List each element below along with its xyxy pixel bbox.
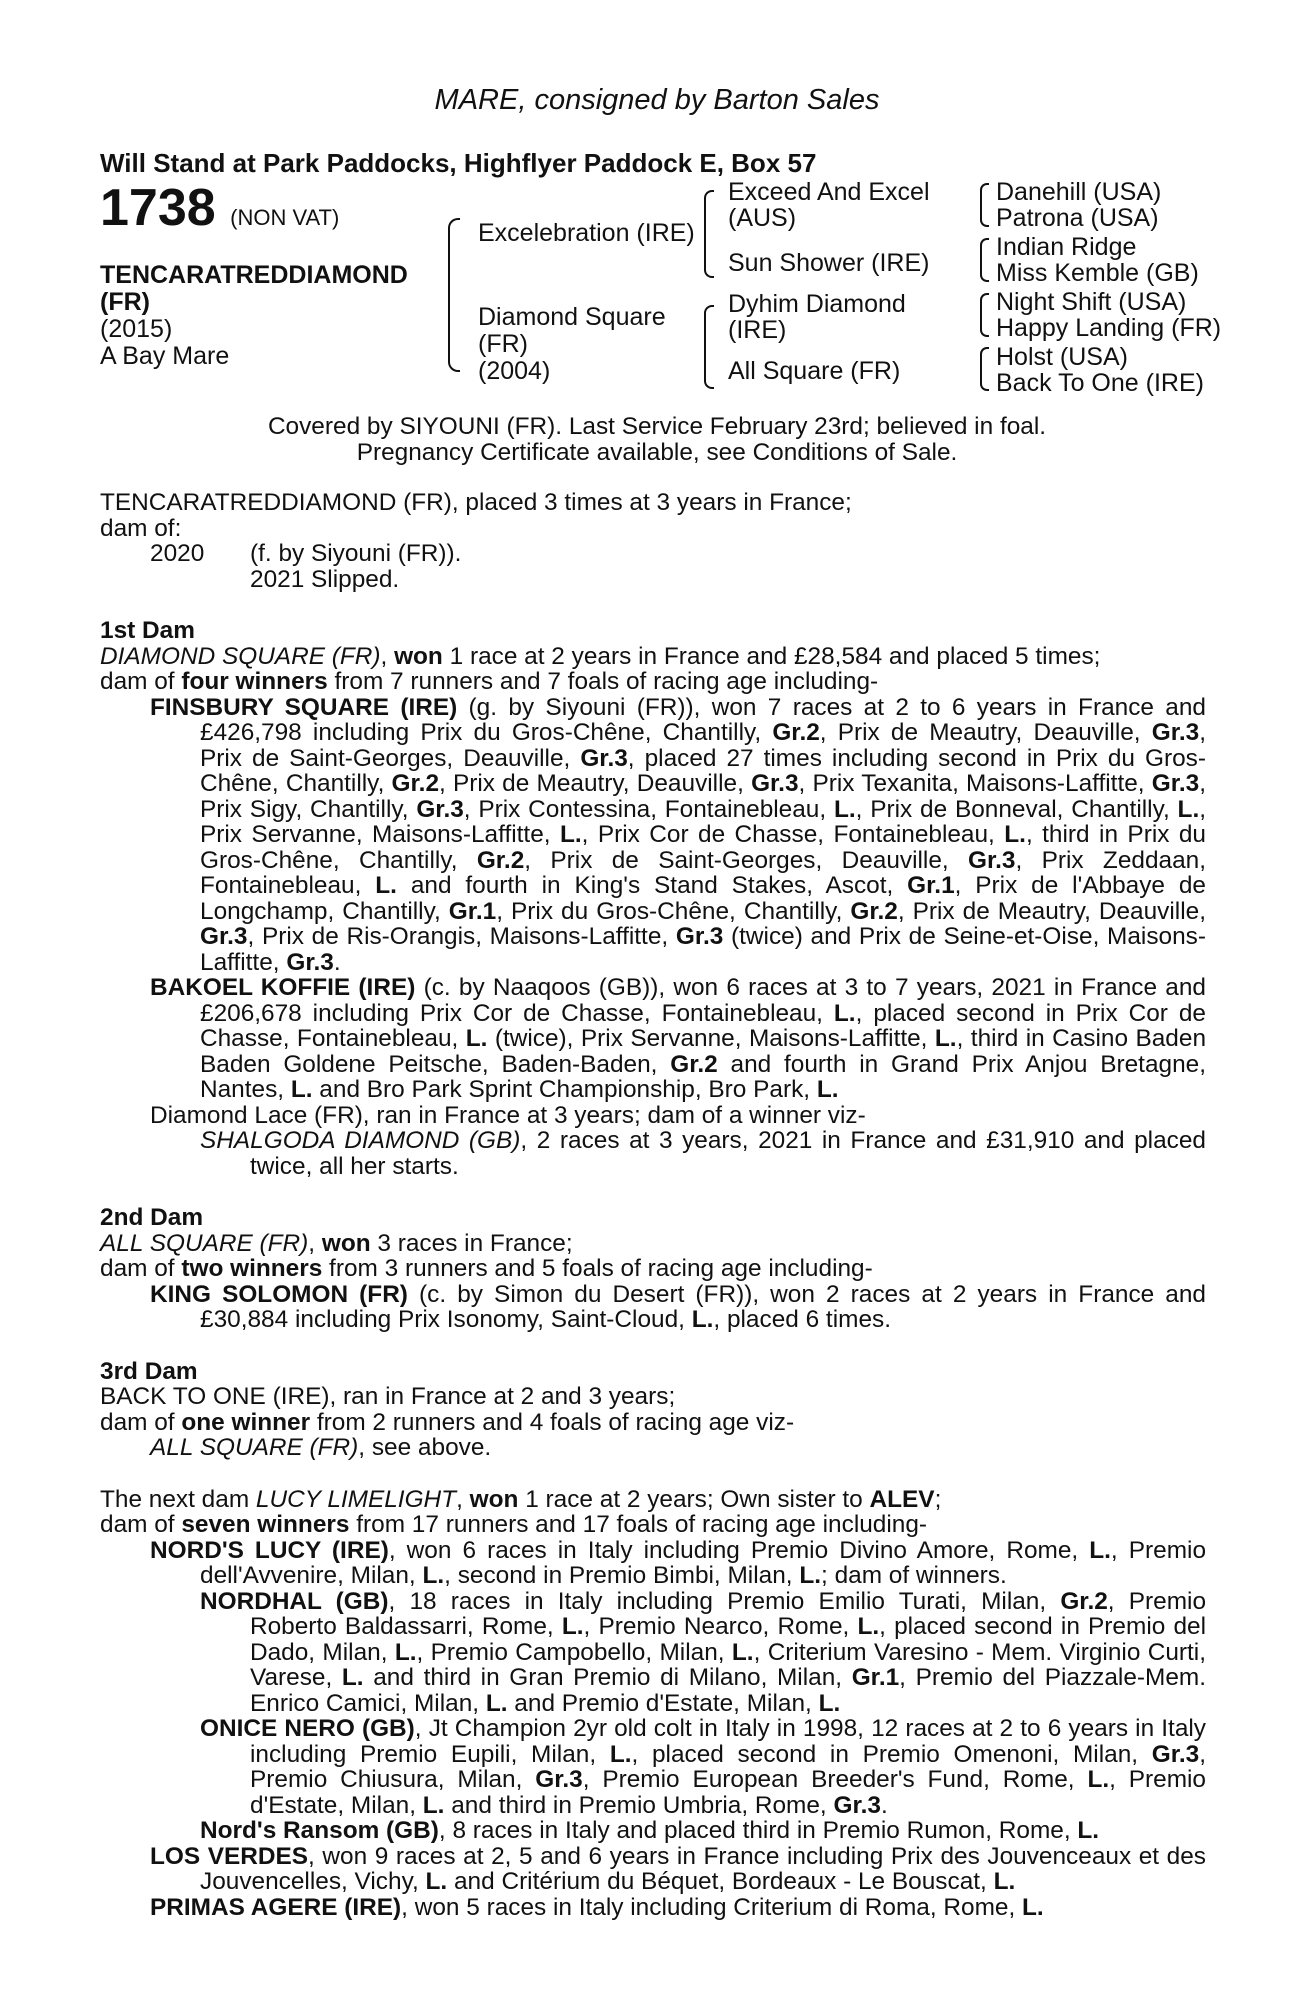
next-dam-line1 (100, 1487, 1206, 1513)
race-grade: L. (833, 999, 856, 1027)
next-dam-produce: from 17 runners and 17 foals of racing age including- (349, 1511, 928, 1538)
horse-year: (2015) (100, 315, 173, 343)
record-text: , third in Casino Baden Baden Goldene Peitsche, Baden-Baden, (200, 1025, 1207, 1078)
race-grade: Gr.3 (535, 1766, 583, 1793)
record-text: (c. by Simon du Desert (FR)), won 2 races at 2 years in France and £30,884 including Prix Isonomy, Saint-Cloud, (200, 1280, 1206, 1333)
record-text: , won 6 races in Italy including Premio Divino Amore, Rome, (388, 1536, 1090, 1564)
race-grade: L. (1022, 1893, 1044, 1921)
race-grade: L. (559, 821, 582, 848)
next-dam-line2 (100, 1512, 1206, 1538)
pedigree-gen3-2: Patrona (USA) (996, 204, 1159, 232)
next-dam-label: The next dam (100, 1485, 256, 1513)
record-text: and fourth in Grand Prix Anjou Bretagne, Nantes, (200, 1050, 1206, 1103)
race-grade: Gr.3 (200, 923, 248, 950)
horse-name: FINSBURY SQUARE (IRE) (150, 693, 458, 721)
won-label: won (469, 1485, 519, 1513)
record-text: , won 5 races in Italy including Criterium di Roma, Rome, (401, 1893, 1022, 1921)
horse-name: NORD'S LUCY (IRE) (150, 1536, 389, 1564)
first-dam-produce: from 7 runners and 7 foals of racing age including- (327, 668, 879, 695)
vat-status: (NON VAT) (230, 205, 340, 230)
entry-finsbury-square (100, 695, 1206, 976)
race-grade: Gr.3 (751, 770, 799, 797)
sep: , (308, 1229, 322, 1257)
covered-note: Covered by SIYOUNI (FR). Last Service February 23rd; believed in foal. (267, 413, 1047, 440)
record-text: , Premio Roberto Baldassarri, Rome, (250, 1587, 1207, 1640)
won-label: won (321, 1229, 371, 1257)
race-grade: Gr.3 (1151, 770, 1200, 797)
entry-king-solomon (100, 1282, 1206, 1333)
produce-foal: (f. by Siyouni (FR)). (250, 540, 462, 567)
record-text: , placed second in Premio Omenoni, Milan, (631, 1740, 1152, 1768)
record-text: , placed second in Prix Cor de Chasse, Fontainebleau, (200, 999, 1206, 1052)
race-grade: L. (993, 1868, 1016, 1895)
record-text: , placed second in Premio del Dado, Milan, (250, 1613, 1207, 1666)
race-grade: L. (561, 1613, 584, 1640)
catalogue-body (100, 490, 1206, 1920)
race-grade: Gr.3 (1151, 719, 1200, 746)
race-grade: L. (934, 1025, 957, 1052)
race-grade: Gr.2 (476, 846, 525, 874)
record-text: , Prix Cor de Chasse, Fontainebleau, (581, 821, 1005, 848)
dam-of-label: dam of (100, 668, 182, 695)
entry-shalgoda-diamond (100, 1128, 1206, 1179)
race-grade: Gr.1 (851, 1664, 900, 1691)
race-grade: Gr.3 (968, 846, 1016, 874)
record-text: (twice) and Prix de Seine-et-Oise, Maisons-Laffitte, (200, 923, 1206, 976)
record-text: , Prix Sigy, Chantilly, (200, 770, 1207, 823)
race-grade: Gr.1 (448, 897, 497, 925)
won-label: won (394, 642, 443, 670)
pedigree-gen3-3: Indian Ridge (996, 233, 1137, 261)
entry-onice-nero (100, 1716, 1206, 1818)
pedigree-brace-main (448, 218, 460, 372)
record-text: , Premio Campobello, Milan, (416, 1638, 732, 1666)
record-text: , Prix Zeddaan, Fontainebleau, (200, 846, 1207, 899)
intro-line2: dam of: (100, 514, 182, 542)
record-text: and Critérium du Béquet, Bordeaux - Le Bouscat, (447, 1868, 994, 1895)
record-text: , Prix de Meautry, Deauville, (439, 770, 752, 797)
race-grade: L. (422, 1562, 445, 1589)
pedigree-brace-dd (980, 347, 989, 391)
next-dam-section (100, 1487, 1206, 1921)
record-text: , Prix de Saint-Georges, Deauville, (524, 846, 969, 874)
race-grade: L. (1087, 1766, 1110, 1793)
race-grade: Gr.2 (772, 719, 820, 746)
pedigree-dam-sire-line1: Dyhim Diamond (728, 290, 906, 318)
first-dam-name: DIAMOND SQUARE (FR) (100, 642, 381, 670)
third-dam-line1: BACK TO ONE (IRE), ran in France at 2 and 3 years; (100, 1383, 676, 1410)
race-grade: L. (818, 1689, 841, 1717)
horse-name: TENCARATREDDIAMOND (100, 261, 408, 289)
pedigree-brace-sire (704, 190, 714, 278)
record-text: , Prix de Saint-Georges, Deauville, (200, 719, 1207, 772)
entry-nords-ransom (100, 1818, 1206, 1844)
pedigree-brace-sd (980, 238, 989, 282)
record-text: , Jt Champion 2yr old colt in Italy in 1998, 12 races at 2 to 6 years in Italy including Premio Eupili, Milan, (250, 1715, 1206, 1768)
first-dam-line2 (100, 669, 1206, 695)
pedigree-gen3-6: Happy Landing (FR) (996, 314, 1222, 342)
next-dam-name: LUCY LIMELIGHT (255, 1485, 457, 1513)
pedigree-dam-sire-line2: (IRE) (728, 316, 787, 344)
pedigree-sire-dam: Sun Shower (IRE) (728, 249, 930, 277)
record-text: , Prix de l'Abbaye de Longchamp, Chantilly, (200, 872, 1206, 925)
record-text: , Criterium Varesino - Mem. Virginio Curti, Varese, (250, 1638, 1207, 1691)
record-text: and fourth in King's Stand Stakes, Ascot, (396, 872, 908, 899)
first-dam-heading: 1st Dam (100, 617, 195, 644)
race-grade: L. (833, 795, 856, 823)
winners-count: two winners (181, 1255, 323, 1282)
stand-location: Will Stand at Park Paddocks, Highflyer Paddock E, Box 57 (100, 148, 817, 178)
record-text: , Prix de Meautry, Deauville, (819, 719, 1152, 746)
race-grade: L. (341, 1664, 364, 1691)
record-text: , Premio European Breeder's Fund, Rome, (582, 1766, 1088, 1793)
sister-name: ALEV (869, 1485, 935, 1513)
second-dam-heading: 2nd Dam (100, 1204, 204, 1231)
produce-2021: 2021 Slipped. (250, 565, 400, 593)
race-grade: L. (1077, 1817, 1100, 1844)
record-text: , Prix de Ris-Orangis, Maisons-Laffitte, (247, 923, 676, 950)
record-text: and Premio d'Estate, Milan, (507, 1689, 819, 1717)
second-dam-section (100, 1205, 1206, 1333)
second-dam-line2 (100, 1256, 1206, 1282)
dam-of-label: dam of (100, 1255, 182, 1282)
pedigree-sire-sire-line2: (AUS) (728, 204, 797, 232)
race-grade: L. (799, 1562, 822, 1589)
second-dam-name: ALL SQUARE (FR) (100, 1229, 309, 1257)
horse-name: KING SOLOMON (FR) (150, 1280, 408, 1308)
record-text: , Premio del Piazzale-Mem. Enrico Camici, Milan, (250, 1664, 1206, 1717)
pedigree-gen3-1: Danehill (USA) (996, 178, 1162, 206)
horse-name: Nord's Ransom (GB) (200, 1817, 439, 1844)
shalgoda-record: , 2 races at 3 years, 2021 in France and £31,910 and placed twice, all her starts. (250, 1127, 1206, 1180)
first-dam-section (100, 618, 1206, 1179)
record-text: . (880, 1791, 888, 1819)
winners-count: four winners (181, 668, 328, 695)
record-text: , 18 races in Italy including Premio Emilio Turati, Milan, (388, 1587, 1061, 1615)
record-text: , Prix Servanne, Maisons-Laffitte, (200, 795, 1207, 848)
record-text: , Prix de Bonneval, Chantilly, (855, 795, 1178, 823)
race-grade: Gr.2 (670, 1050, 718, 1078)
pedigree-sire-sire-line1: Exceed And Excel (728, 178, 930, 206)
record-text: and third in Premio Umbria, Rome, (444, 1791, 834, 1819)
record-text: , Prix Contessina, Fontainebleau, (463, 795, 834, 823)
record-text: , won 9 races at 2, 5 and 6 years in France including Prix des Jouvenceaux et des Jouvencelles, Vichy, (200, 1842, 1207, 1895)
lot-number-value: 1738 (100, 179, 216, 237)
race-grade: L. (422, 1791, 445, 1819)
pedigree-dam-dam: All Square (FR) (728, 357, 901, 385)
race-grade: L. (465, 1025, 488, 1052)
entry-los-verdes (100, 1844, 1206, 1895)
race-grade: Gr.3 (416, 795, 464, 823)
race-grade: L. (375, 872, 397, 899)
race-grade: Gr.3 (286, 948, 334, 976)
race-grade: Gr.2 (1060, 1587, 1108, 1615)
race-grade: L. (857, 1613, 880, 1640)
shalgoda-name: SHALGODA DIAMOND (GB) (200, 1127, 521, 1154)
entry-diamond-lace: Diamond Lace (FR), ran in France at 3 years; dam of a winner viz- (150, 1101, 866, 1129)
record-text: . (333, 948, 341, 976)
record-text: , Prix de Meautry, Deauville, (897, 897, 1206, 925)
race-grade: Gr.2 (850, 897, 898, 925)
horse-name: PRIMAS AGERE (IRE) (150, 1893, 402, 1921)
winners-count: one winner (181, 1408, 311, 1436)
sep: , (456, 1485, 470, 1513)
race-grade: L. (485, 1689, 508, 1717)
race-grade: L. (1177, 795, 1200, 823)
record-text: , 8 races in Italy and placed third in Premio Rumon, Rome, (438, 1817, 1078, 1844)
pedigree-gen3-7: Holst (USA) (996, 343, 1128, 371)
record-text: , Premio Nearco, Rome, (583, 1613, 858, 1640)
pedigree-brace-dam (704, 305, 714, 389)
sep: , (380, 642, 395, 670)
horse-name: LOS VERDES (150, 1842, 309, 1870)
record-text: , placed 27 times including second in Prix du Gros-Chêne, Chantilly, (200, 744, 1206, 797)
entry-primas-agere (100, 1895, 1206, 1921)
third-dam-produce: from 2 runners and 4 foals of racing age viz- (310, 1408, 795, 1436)
race-grade: L. (691, 1306, 714, 1333)
horse-name: ONICE NERO (GB) (200, 1715, 415, 1742)
race-grade: Gr.1 (907, 872, 955, 899)
second-dam-line1 (100, 1231, 1206, 1257)
intro-line1: TENCARATREDDIAMOND (FR), placed 3 times at 3 years in France; (100, 489, 852, 516)
entry-nords-lucy (100, 1538, 1206, 1589)
winners-count: seven winners (181, 1511, 350, 1538)
entry-nordhal (100, 1589, 1206, 1717)
first-dam-line1 (100, 644, 1206, 670)
lot-number (100, 179, 340, 237)
second-dam-produce: from 3 runners and 5 foals of racing age including- (322, 1255, 873, 1282)
record-text: , Premio Chiusura, Milan, (250, 1740, 1206, 1793)
race-grade: L. (1004, 821, 1026, 848)
race-grade: L. (609, 1740, 632, 1768)
race-grade: Gr.2 (391, 770, 440, 797)
record-text: , second in Premio Bimbi, Milan, (444, 1562, 800, 1589)
next-dam-record: 1 race at 2 years; Own sister to (518, 1485, 870, 1513)
entry-bakoel-koffie (100, 975, 1206, 1103)
record-text: (twice), Prix Servanne, Maisons-Laffitte, (487, 1025, 935, 1052)
record-text: , third in Prix du Gros-Chêne, Chantilly, (200, 821, 1206, 874)
produce-2020 (100, 541, 1206, 567)
race-grade: L. (290, 1076, 313, 1103)
horse-name: BAKOEL KOFFIE (IRE) (150, 974, 416, 1001)
see-above: , see above. (358, 1434, 492, 1461)
record-text: , Premio dell'Avvenire, Milan, (200, 1536, 1207, 1589)
race-grade: L. (731, 1638, 754, 1666)
record-text: , Prix du Gros-Chêne, Chantilly, (496, 897, 851, 925)
pedigree-dam-line1: Diamond Square (478, 303, 666, 331)
page-title: MARE, consigned by Barton Sales (434, 84, 880, 116)
race-grade: Gr.3 (833, 1791, 881, 1819)
race-grade: Gr.3 (580, 744, 628, 772)
horse-description: A Bay Mare (100, 342, 230, 370)
record-text: (c. by Naaqoos (GB)), won 6 races at 3 to 7 years, 2021 in France and £206,678 including Prix Cor de Chasse, Fontainebleau, (200, 974, 1206, 1027)
first-dam-record: 1 race at 2 years in France and £28,584 and placed 5 times; (442, 642, 1101, 670)
race-grade: L. (816, 1076, 839, 1103)
sep: ; (934, 1485, 942, 1513)
pedigree-dam-line3: (2004) (478, 357, 551, 385)
race-grade: L. (425, 1868, 448, 1895)
horse-name: NORDHAL (GB) (200, 1587, 389, 1615)
record-text: , placed 6 times. (713, 1306, 891, 1333)
third-dam-line2 (100, 1410, 1206, 1436)
pedigree-brace-ss (980, 183, 989, 227)
second-dam-record: 3 races in France; (370, 1229, 573, 1257)
third-dam-heading: 3rd Dam (100, 1357, 198, 1385)
record-text: and third in Gran Premio di Milano, Milan, (363, 1664, 852, 1691)
race-grade: L. (394, 1638, 417, 1666)
horse-name-country: (FR) (100, 288, 150, 316)
produce-year: 2020 (150, 540, 205, 567)
pedigree-dam-line2: (FR) (478, 330, 528, 358)
pedigree-gen3-8: Back To One (IRE) (996, 369, 1204, 397)
pedigree-gen3-5: Night Shift (USA) (996, 288, 1187, 316)
pedigree-sire: Excelebration (IRE) (478, 219, 695, 247)
third-dam-section (100, 1359, 1206, 1461)
third-dam-line3 (100, 1435, 1206, 1461)
dam-of-label: dam of (100, 1511, 182, 1538)
record-text: , Prix Texanita, Maisons-Laffitte, (798, 770, 1152, 797)
record-text: (g. by Siyouni (FR)), won 7 races at 2 to 6 years in France and £426,798 including Prix du Gros-Chêne, Chantilly, (200, 693, 1206, 746)
pedigree-gen3-4: Miss Kemble (GB) (996, 259, 1199, 287)
pedigree-brace-ds (980, 293, 989, 337)
race-grade: Gr.3 (675, 923, 724, 950)
all-square-ref: ALL SQUARE (FR) (150, 1434, 359, 1461)
race-grade: L. (1089, 1536, 1111, 1564)
dam-of-label: dam of (100, 1408, 182, 1436)
record-text: and Bro Park Sprint Championship, Bro Park, (312, 1076, 817, 1103)
pregnancy-note: Pregnancy Certificate available, see Conditions of Sale. (356, 439, 958, 466)
record-text: ; dam of winners. (821, 1562, 1007, 1589)
race-grade: Gr.3 (1151, 1740, 1200, 1768)
record-text: , Premio d'Estate, Milan, (250, 1766, 1207, 1819)
